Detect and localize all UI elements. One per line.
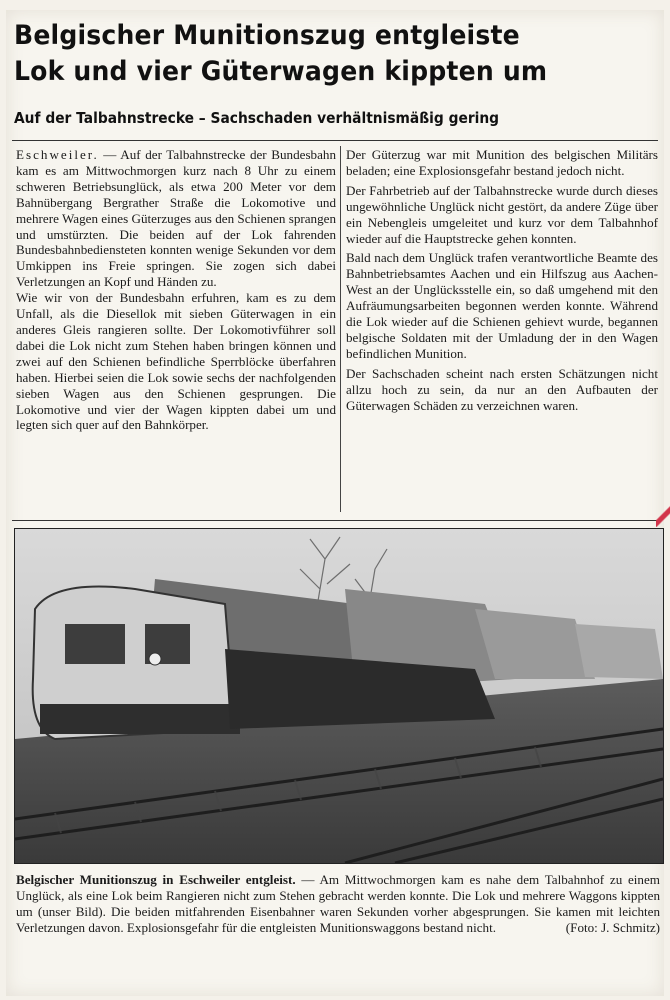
article-paragraph: Der Güterzug war mit Munition des belgischen Militärs beladen; eine Explosionsgefahr bestand jedoch nicht. (346, 147, 658, 178)
headline-line-2: Lok und vier Güterwagen kippten um (14, 56, 548, 87)
caption-lead: Belgischer Munitionszug in Eschweiler entgleist. (16, 872, 296, 887)
red-edge-mark (656, 505, 670, 527)
article-right-column (346, 147, 658, 414)
article-paragraph: Wie wir von der Bundesbahn erfuhren, kam es zu dem Unfall, als die Diesellok mit sieben Güterwagen in ein anderes Gleis rangieren sollte. Der Lokomotivführer soll dabei die Lok nicht zum Stehen haben bringen können und zwei auf den Schienen befindliche Sperrblöcke überfahren haben. Hierbei seien die Lok sowie sechs der nachfolgenden sieben Wagen aus den Schienen gesprungen. Die Lokomotive und vier der Wagen kippten dabei um und legten sich quer auf den Bahnkörper. (16, 290, 336, 433)
column-divider (340, 146, 341, 512)
photo-credit: (Foto: J. Schmitz) (565, 919, 660, 935)
article-paragraph: Bald nach dem Unglück trafen verantwortliche Beamte des Bahnbetriebsamtes Aachen und ein Hilfszug aus Aachen-West an der Unglücksstelle ein, so daß umgehend mit den Aufräumungsarbeiten begonnen werden konnte. Während die Lok wieder auf die Schienen gehievt wurde, begannen belgische Soldaten mit der Umladung der in den Wagen befindlichen Munition. (346, 250, 658, 361)
subheadline: Auf der Talbahnstrecke – Sachschaden verhältnismäßig gering (14, 109, 500, 127)
top-divider (12, 140, 658, 141)
headline-line-1: Belgischer Munitionszug entgleiste (14, 20, 520, 51)
photo-divider (12, 520, 658, 521)
headline (14, 18, 609, 90)
article-paragraph: Eschweiler. — Auf der Talbahnstrecke der Bundesbahn kam es am Mittwochmorgen kurz nach 8 Uhr zu einem schweren Betriebsunglück, als etwa 200 Meter vor dem Bahnübergang Bergrather Straße die Lokomotive und mehrere Wagen eines Güterzuges aus den Schienen sprangen und umstürzten. Die beiden auf der Lok fahrenden Bundesbahnbediensteten konnten wenige Sekunden vor dem Umkippen ins Freie springen. Sie zogen sich dabei Verletzungen an Kopf und Händen zu. (16, 147, 336, 290)
dateline: Eschweiler. (16, 147, 99, 162)
article-left-column (16, 147, 336, 433)
photo-caption (16, 872, 660, 936)
article-paragraph: Der Fahrbetrieb auf der Talbahnstrecke wurde durch dieses ungewöhnliche Unglück nicht gestört, da andere Züge über ein Nebengleis umgeleitet und kurz vor dem Talbahnhof wieder auf die Hauptstrecke gehen konnten. (346, 182, 658, 246)
derailed-train-photo (14, 528, 664, 864)
caption-text: — Am Mittwochmorgen kam es nahe dem Talbahnhof zu einem Unglück, als eine Lok beim Rangieren nicht zum Stehen gebracht werden konnte. Die Lok und mehrere Waggons kippten um (unser Bild). Die beiden mitfahrenden Eisenbahner waren Sekunden vorher abgesprungen. Sie kamen mit leichten Verletzungen davon. Explosionsgefahr für die entgleisten Munitionswaggons bestand nicht. (16, 872, 660, 935)
article-paragraph: Der Sachschaden scheint nach ersten Schätzungen nicht allzu hoch zu sein, da nur an den Aufbauten der Güterwagen Schäden zu verzeichnen waren. (346, 365, 658, 413)
